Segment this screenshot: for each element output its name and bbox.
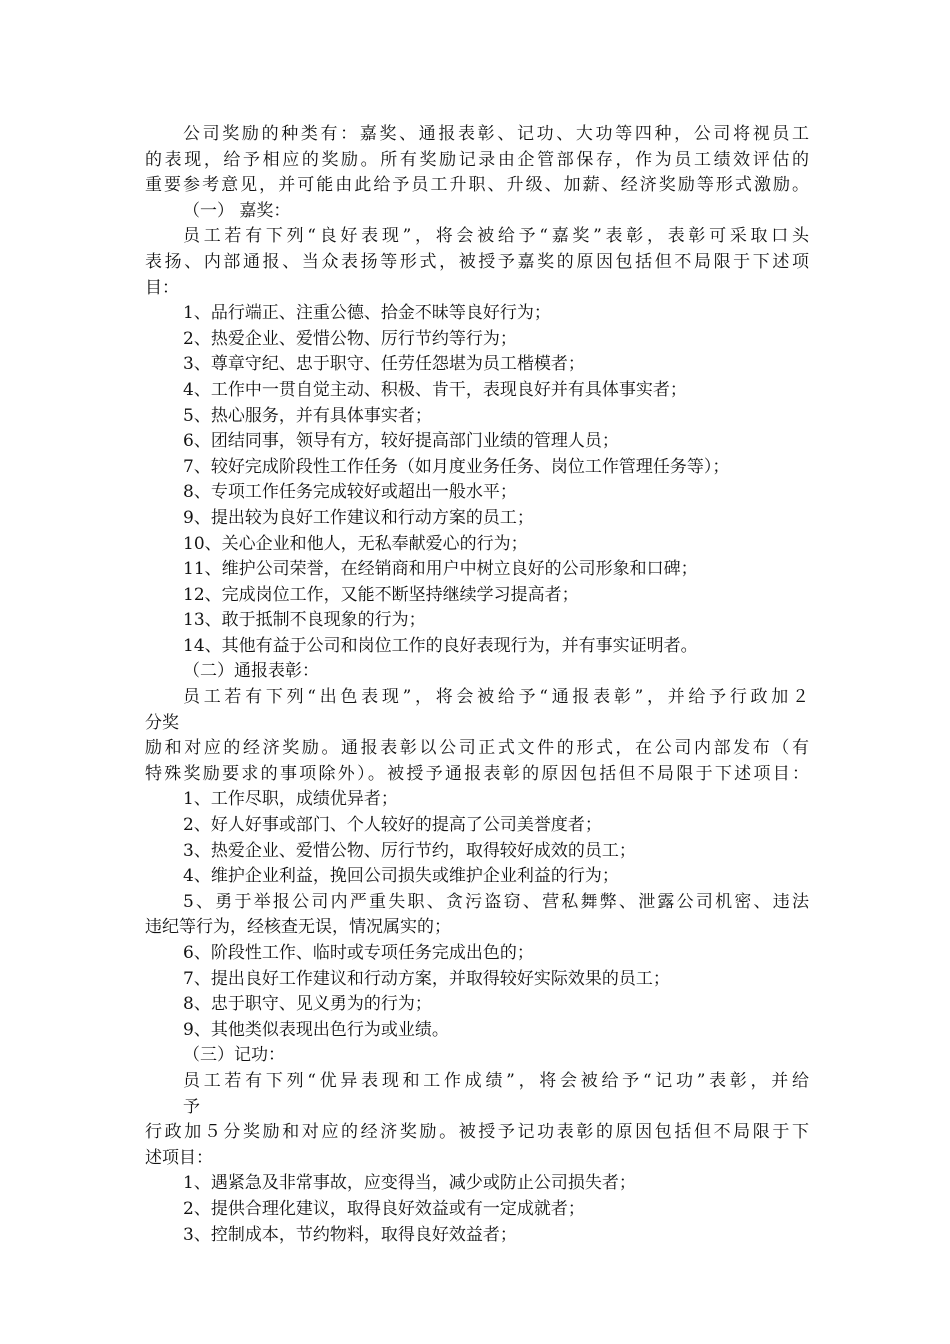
paragraph-intro-line-3: 重要参考意见，并可能由此给予员工升职、升级、加薪、经济奖励等形式激励。 (145, 175, 809, 196)
public-praise-list-item: 9、其他类似表现出色行为或业绩。 (183, 1019, 449, 1040)
section-heading-public-praise: （二）通报表彰： (183, 661, 319, 682)
commendation-list-item: 13、敢于抵制不良现象的行为； (183, 610, 426, 631)
public-praise-list-item-continuation: 违纪等行为，经核查无误，情况属实的； (145, 917, 451, 938)
section-heading-commendation: （一） 嘉奖： (183, 200, 291, 221)
public-praise-list-item: 3、热爱企业、爱惜公物、厉行节约，取得较好成效的员工； (183, 840, 636, 861)
merit-intro-line-1: 员工若有下列“优异表现和工作成绩”，将会被给予“记功”表彰，并给 (183, 1070, 809, 1091)
public-praise-intro-line-3: 励和对应的经济奖励。通报表彰以公司正式文件的形式，在公司内部发布（有 (145, 738, 809, 759)
commendation-list-item: 10、关心企业和他人，无私奉献爱心的行为； (183, 533, 528, 554)
public-praise-intro-line-1: 员工若有下列“出色表现”，将会被给予“通报表彰”，并给予行政加２ (183, 687, 809, 708)
document-body (145, 122, 809, 1248)
public-praise-list-item: 7、提出良好工作建议和行动方案，并取得较好实际效果的员工； (183, 968, 670, 989)
commendation-list-item: 2、热爱企业、爱惜公物、厉行节约等行为； (183, 328, 517, 349)
commendation-list-item: 14、其他有益于公司和岗位工作的良好表现行为，并有事实证明者。 (183, 635, 698, 656)
section-heading-merit: （三）记功： (183, 1045, 285, 1066)
commendation-list-item: 4、工作中一贯自觉主动、积极、肯干，表现良好并有具体事实者； (183, 379, 687, 400)
public-praise-list-item: 2、好人好事或部门、个人较好的提高了公司美誉度者； (183, 815, 602, 836)
merit-list-item: 1、遇紧急及非常事故，应变得当，减少或防止公司损失者； (183, 1173, 636, 1194)
paragraph-intro-line-1: 公司奖励的种类有：嘉奖、通报表彰、记功、大功等四种，公司将视员工 (183, 124, 809, 144)
commendation-list-item: 5、热心服务，并有具体事实者； (183, 405, 432, 426)
commendation-list-item: 11、维护公司荣誉，在经销商和用户中树立良好的公司形象和口碑； (183, 559, 698, 580)
paragraph-intro-line-2: 的表现，给予相应的奖励。所有奖励记录由企管部保存，作为员工绩效评估的 (145, 149, 809, 170)
commendation-list-item: 8、专项工作任务完成较好或超出一般水平； (183, 482, 517, 503)
public-praise-list-item: 6、阶段性工作、临时或专项任务完成出色的； (183, 943, 534, 963)
merit-list-item: 2、提供合理化建议，取得良好效益或有一定成就者； (183, 1198, 585, 1219)
public-praise-list-item: 8、忠于职守、见义勇为的行为； (183, 994, 432, 1015)
commendation-list-item: 12、完成岗位工作，又能不断坚持继续学习提高者； (183, 584, 579, 605)
public-praise-intro-line-2: 分奖 (145, 712, 179, 733)
merit-intro-line-3: 行政加５分奖励和对应的经济奖励。被授予记功表彰的原因包括但不局限于下 (145, 1122, 809, 1143)
commendation-list-item: 9、提出较为良好工作建议和行动方案的员工； (183, 507, 534, 528)
public-praise-intro-line-4: 特殊奖励要求的事项除外）。被授予通报表彰的原因包括但不局限于下述项目： (145, 763, 809, 784)
merit-intro-line-4: 述项目： (145, 1147, 213, 1168)
commendation-list-item: 3、尊章守纪、忠于职守、任劳任怨堪为员工楷模者； (183, 354, 585, 375)
commendation-intro-line-2: 表扬、内部通报、当众表扬等形式，被授予嘉奖的原因包括但不局限于下述项 (145, 251, 809, 272)
public-praise-list-item: 1、工作尽职，成绩优异者； (183, 789, 398, 810)
commendation-intro-line-3: 目： (145, 277, 179, 298)
merit-list-item: 3、控制成本，节约物料，取得良好效益者； (183, 1224, 517, 1245)
commendation-list-item: 1、品行端正、注重公德、拾金不昧等良好行为； (183, 303, 551, 324)
commendation-list-item: 6、团结同事，领导有方，较好提高部门业绩的管理人员； (183, 431, 619, 452)
merit-intro-line-2: 予 (183, 1096, 200, 1117)
public-praise-list-item: 4、维护企业利益，挽回公司损失或维护企业利益的行为； (183, 866, 619, 887)
commendation-intro-line-1: 员工若有下列“良好表现”，将会被给予“嘉奖”表彰，表彰可采取口头 (183, 226, 809, 247)
commendation-list-item: 7、较好完成阶段性工作任务（如月度业务任务、岗位工作管理任务等）； (183, 456, 730, 477)
public-praise-list-item: 5、勇于举报公司内严重失职、贪污盗窃、营私舞弊、泄露公司机密、违法 (183, 891, 809, 912)
